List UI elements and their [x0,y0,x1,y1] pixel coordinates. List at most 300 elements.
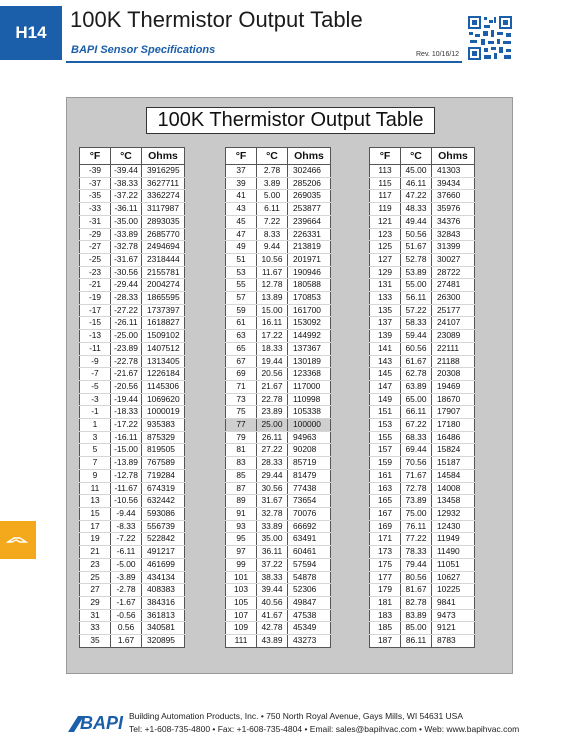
table-row [80,444,185,457]
fahrenheit-cell: 99 [226,558,257,571]
celsius-cell: -9.44 [111,507,142,520]
ohms-cell: 73654 [288,495,331,508]
celsius-cell: 61.67 [401,355,432,368]
table-row [80,228,185,241]
ohms-cell: 719284 [142,469,185,482]
table-row [370,419,475,432]
fahrenheit-cell: 45 [226,215,257,228]
fahrenheit-cell: 163 [370,482,401,495]
table-row [80,419,185,432]
ohms-cell: 180588 [288,279,331,292]
celsius-cell: 59.44 [401,330,432,343]
ohms-cell: 320895 [142,635,185,648]
ohms-cell: 43273 [288,635,331,648]
ohms-cell: 63491 [288,533,331,546]
celsius-cell: -30.56 [111,266,142,279]
table-row [80,165,185,178]
thermistor-table-2 [225,147,331,648]
ohms-cell: 201971 [288,253,331,266]
fahrenheit-cell: 123 [370,228,401,241]
table-row [370,317,475,330]
celsius-cell: 75.00 [401,507,432,520]
celsius-cell: 66.11 [401,406,432,419]
table-row [226,469,331,482]
celsius-cell: 0.56 [111,622,142,635]
table-row [370,469,475,482]
celsius-cell: 9.44 [257,241,288,254]
fahrenheit-cell: 39 [226,177,257,190]
celsius-cell: 8.33 [257,228,288,241]
celsius-cell: -22.78 [111,355,142,368]
ohms-cell: 153092 [288,317,331,330]
table-row [226,444,331,457]
fahrenheit-cell: 107 [226,609,257,622]
ohms-cell: 408383 [142,584,185,597]
table-row [370,609,475,622]
table-row [226,584,331,597]
fahrenheit-cell: 47 [226,228,257,241]
fahrenheit-cell: 77 [226,419,257,432]
section-code-badge: H14 [0,6,62,60]
celsius-cell: 49.44 [401,215,432,228]
fahrenheit-cell: 125 [370,241,401,254]
celsius-cell: -5.00 [111,558,142,571]
table-row [226,330,331,343]
celsius-cell: 11.67 [257,266,288,279]
fahrenheit-cell: 71 [226,380,257,393]
table-row [226,558,331,571]
fahrenheit-cell: 135 [370,304,401,317]
celsius-cell: 26.11 [257,431,288,444]
table-row [226,241,331,254]
ohms-cell: 100000 [288,419,331,432]
celsius-cell: 35.00 [257,533,288,546]
fahrenheit-cell: -19 [80,292,111,305]
fahrenheit-cell: 23 [80,558,111,571]
ohms-cell: 26300 [432,292,475,305]
table-row [80,571,185,584]
fahrenheit-cell: 27 [80,584,111,597]
ohms-cell: 32843 [432,228,475,241]
celsius-cell: 51.67 [401,241,432,254]
fahrenheit-cell: 37 [226,165,257,178]
fahrenheit-cell: 43 [226,203,257,216]
celsius-cell: -11.67 [111,482,142,495]
table-row [370,241,475,254]
ohms-cell: 144992 [288,330,331,343]
table-row [370,203,475,216]
table-row [370,635,475,648]
ohms-cell: 935383 [142,419,185,432]
celsius-cell: -13.89 [111,457,142,470]
ohms-cell: 269035 [288,190,331,203]
table-row [370,292,475,305]
table-row [226,520,331,533]
page-subtitle: BAPI Sensor Specifications [71,44,216,56]
fahrenheit-cell: 51 [226,253,257,266]
ohms-cell: 27481 [432,279,475,292]
ohms-cell: 2685770 [142,228,185,241]
fahrenheit-cell: 115 [370,177,401,190]
table-row [80,215,185,228]
fahrenheit-cell: 117 [370,190,401,203]
ohms-cell: 434134 [142,571,185,584]
table-row [370,190,475,203]
celsius-cell: -19.44 [111,393,142,406]
revision-date: Rev. 10/16/12 [416,51,460,58]
fahrenheit-cell: 185 [370,622,401,635]
fahrenheit-cell: 31 [80,609,111,622]
fahrenheit-cell: 137 [370,317,401,330]
fahrenheit-cell: -29 [80,228,111,241]
fahrenheit-cell: 155 [370,431,401,444]
celsius-cell: -16.11 [111,431,142,444]
column-header: °F [370,148,401,165]
fahrenheit-cell: 9 [80,469,111,482]
panel-title: 100K Thermistor Output Table [146,107,435,134]
ohms-cell: 819505 [142,444,185,457]
table-row [226,609,331,622]
celsius-cell: -35.00 [111,215,142,228]
celsius-cell: 7.22 [257,215,288,228]
table-row [370,584,475,597]
fahrenheit-cell: 93 [226,520,257,533]
celsius-cell: -29.44 [111,279,142,292]
celsius-cell: 16.11 [257,317,288,330]
ohms-cell: 491217 [142,546,185,559]
thermistor-table-3 [369,147,475,648]
fahrenheit-cell: 157 [370,444,401,457]
celsius-cell: 67.22 [401,419,432,432]
table-row [80,253,185,266]
celsius-cell: -26.11 [111,317,142,330]
ohms-cell: 30027 [432,253,475,266]
ohms-cell: 14008 [432,482,475,495]
celsius-cell: 25.00 [257,419,288,432]
table-row [370,520,475,533]
fahrenheit-cell: 131 [370,279,401,292]
ohms-cell: 41303 [432,165,475,178]
ohms-cell: 16486 [432,431,475,444]
celsius-cell: 21.67 [257,380,288,393]
ohms-cell: 2155781 [142,266,185,279]
celsius-cell: -39.44 [111,165,142,178]
fahrenheit-cell: -1 [80,406,111,419]
fahrenheit-cell: 97 [226,546,257,559]
section-side-tab[interactable] [0,521,36,559]
table-row [80,393,185,406]
ohms-cell: 105338 [288,406,331,419]
ohms-cell: 11051 [432,558,475,571]
fahrenheit-cell: 35 [80,635,111,648]
ohms-cell: 1226184 [142,368,185,381]
celsius-cell: 41.67 [257,609,288,622]
ohms-cell: 15187 [432,457,475,470]
table-row [370,444,475,457]
table-row [226,304,331,317]
ohms-cell: 3916295 [142,165,185,178]
fahrenheit-cell: -11 [80,342,111,355]
fahrenheit-cell: 69 [226,368,257,381]
fahrenheit-cell: 127 [370,253,401,266]
fahrenheit-cell: -3 [80,393,111,406]
celsius-cell: 33.89 [257,520,288,533]
fahrenheit-cell: 181 [370,596,401,609]
column-header: °C [257,148,288,165]
fahrenheit-cell: 81 [226,444,257,457]
table-row [80,304,185,317]
fahrenheit-cell: 171 [370,533,401,546]
table-row [80,431,185,444]
celsius-cell: 80.56 [401,571,432,584]
table-row [226,507,331,520]
fahrenheit-cell: 67 [226,355,257,368]
fahrenheit-cell: 49 [226,241,257,254]
fahrenheit-cell: -23 [80,266,111,279]
fahrenheit-cell: -25 [80,253,111,266]
celsius-cell: 28.33 [257,457,288,470]
ohms-cell: 1145306 [142,380,185,393]
table-row [226,406,331,419]
ohms-cell: 1069620 [142,393,185,406]
fahrenheit-cell: -13 [80,330,111,343]
celsius-cell: -21.67 [111,368,142,381]
column-header: °C [111,148,142,165]
ohms-cell: 461699 [142,558,185,571]
fahrenheit-cell: -35 [80,190,111,203]
ohms-cell: 632442 [142,495,185,508]
table-row [80,292,185,305]
fahrenheit-cell: 87 [226,482,257,495]
celsius-cell: -6.11 [111,546,142,559]
celsius-cell: 10.56 [257,253,288,266]
table-row [80,520,185,533]
ohms-cell: 45349 [288,622,331,635]
ohms-cell: 302466 [288,165,331,178]
ohms-cell: 117000 [288,380,331,393]
fahrenheit-cell: 53 [226,266,257,279]
table-row [370,228,475,241]
table-row [370,482,475,495]
celsius-cell: -32.78 [111,241,142,254]
fahrenheit-cell: 7 [80,457,111,470]
celsius-cell: 45.00 [401,165,432,178]
fahrenheit-cell: 73 [226,393,257,406]
celsius-cell: 65.00 [401,393,432,406]
ohms-cell: 94963 [288,431,331,444]
table-row [370,558,475,571]
table-row [226,228,331,241]
table-row [80,558,185,571]
ohms-cell: 9121 [432,622,475,635]
ohms-cell: 285206 [288,177,331,190]
fahrenheit-cell: -9 [80,355,111,368]
fahrenheit-cell: 19 [80,533,111,546]
ohms-cell: 875329 [142,431,185,444]
celsius-cell: 82.78 [401,596,432,609]
column-header: Ohms [288,148,331,165]
fahrenheit-cell: -15 [80,317,111,330]
celsius-cell: 50.56 [401,228,432,241]
ohms-cell: 31399 [432,241,475,254]
company-address: Building Automation Products, Inc. • 750 North Royal Avenue, Gays Mills, WI 54631 USA [129,711,464,721]
table-row [80,342,185,355]
ohms-cell: 2318444 [142,253,185,266]
celsius-cell: -27.22 [111,304,142,317]
celsius-cell: 85.00 [401,622,432,635]
bapi-logo: BAPI [80,713,124,733]
fahrenheit-cell: 83 [226,457,257,470]
ohms-cell: 70076 [288,507,331,520]
fahrenheit-cell: -31 [80,215,111,228]
celsius-cell: -18.33 [111,406,142,419]
ohms-cell: 52306 [288,584,331,597]
table-row [226,203,331,216]
fahrenheit-cell: 139 [370,330,401,343]
celsius-cell: 12.78 [257,279,288,292]
table-row [226,380,331,393]
temperature-sensor-icon [6,534,30,546]
ohms-cell: 593086 [142,507,185,520]
ohms-cell: 15824 [432,444,475,457]
page-title: 100K Thermistor Output Table [70,7,363,32]
fahrenheit-cell: 11 [80,482,111,495]
table-row [226,355,331,368]
ohms-cell: 28722 [432,266,475,279]
table-row [370,215,475,228]
ohms-cell: 1737397 [142,304,185,317]
fahrenheit-cell: 173 [370,546,401,559]
table-row [370,431,475,444]
ohms-cell: 47538 [288,609,331,622]
celsius-cell: 2.78 [257,165,288,178]
fahrenheit-cell: 61 [226,317,257,330]
table-row [226,342,331,355]
ohms-cell: 13458 [432,495,475,508]
celsius-cell: 20.56 [257,368,288,381]
table-row [80,330,185,343]
celsius-cell: 81.67 [401,584,432,597]
table-row [370,165,475,178]
celsius-cell: 52.78 [401,253,432,266]
fahrenheit-cell: 3 [80,431,111,444]
ohms-cell: 361813 [142,609,185,622]
fahrenheit-cell: 111 [226,635,257,648]
celsius-cell: 13.89 [257,292,288,305]
celsius-cell: 46.11 [401,177,432,190]
table-row [370,457,475,470]
celsius-cell: 86.11 [401,635,432,648]
ohms-cell: 11949 [432,533,475,546]
table-row [226,317,331,330]
table-row [226,533,331,546]
table-row [370,368,475,381]
qr-code-icon[interactable] [467,15,513,61]
table-row [80,495,185,508]
celsius-cell: -7.22 [111,533,142,546]
fahrenheit-cell: 59 [226,304,257,317]
ohms-cell: 3362274 [142,190,185,203]
celsius-cell: 22.78 [257,393,288,406]
fahrenheit-cell: -7 [80,368,111,381]
table-row [370,266,475,279]
celsius-cell: 56.11 [401,292,432,305]
column-header: °C [401,148,432,165]
celsius-cell: 38.33 [257,571,288,584]
ohms-cell: 35976 [432,203,475,216]
ohms-cell: 10225 [432,584,475,597]
ohms-cell: 25177 [432,304,475,317]
fahrenheit-cell: 113 [370,165,401,178]
ohms-cell: 340581 [142,622,185,635]
celsius-cell: 23.89 [257,406,288,419]
celsius-cell: -37.22 [111,190,142,203]
ohms-cell: 11490 [432,546,475,559]
table-row [80,177,185,190]
table-row [80,469,185,482]
celsius-cell: -15.00 [111,444,142,457]
fahrenheit-cell: 15 [80,507,111,520]
fahrenheit-cell: 129 [370,266,401,279]
table-row [80,507,185,520]
celsius-cell: 36.11 [257,546,288,559]
table-header-row [370,148,475,165]
ohms-cell: 674319 [142,482,185,495]
table-row [80,622,185,635]
ohms-cell: 1407512 [142,342,185,355]
celsius-cell: 73.89 [401,495,432,508]
fahrenheit-cell: -33 [80,203,111,216]
table-row [226,393,331,406]
celsius-cell: 62.78 [401,368,432,381]
column-header: Ohms [432,148,475,165]
table-row [226,457,331,470]
table-row [226,635,331,648]
table-row [80,279,185,292]
ohms-cell: 14584 [432,469,475,482]
fahrenheit-cell: -21 [80,279,111,292]
celsius-cell: 43.89 [257,635,288,648]
ohms-cell: 170853 [288,292,331,305]
table-row [370,177,475,190]
table-row [370,355,475,368]
fahrenheit-cell: -37 [80,177,111,190]
table-row [226,431,331,444]
fahrenheit-cell: 89 [226,495,257,508]
celsius-cell: 58.33 [401,317,432,330]
table-row [226,546,331,559]
table-row [226,253,331,266]
table-row [370,596,475,609]
table-row [80,635,185,648]
table-row [370,393,475,406]
table-row [80,482,185,495]
ohms-cell: 1865595 [142,292,185,305]
ohms-cell: 2494694 [142,241,185,254]
celsius-cell: 32.78 [257,507,288,520]
fahrenheit-cell: 169 [370,520,401,533]
celsius-cell: 15.00 [257,304,288,317]
fahrenheit-cell: 85 [226,469,257,482]
column-header: °F [226,148,257,165]
table-header-row [80,148,185,165]
table-row [80,457,185,470]
table-row [370,406,475,419]
table-row [370,279,475,292]
ohms-cell: 37660 [432,190,475,203]
ohms-cell: 23089 [432,330,475,343]
table-row [370,253,475,266]
